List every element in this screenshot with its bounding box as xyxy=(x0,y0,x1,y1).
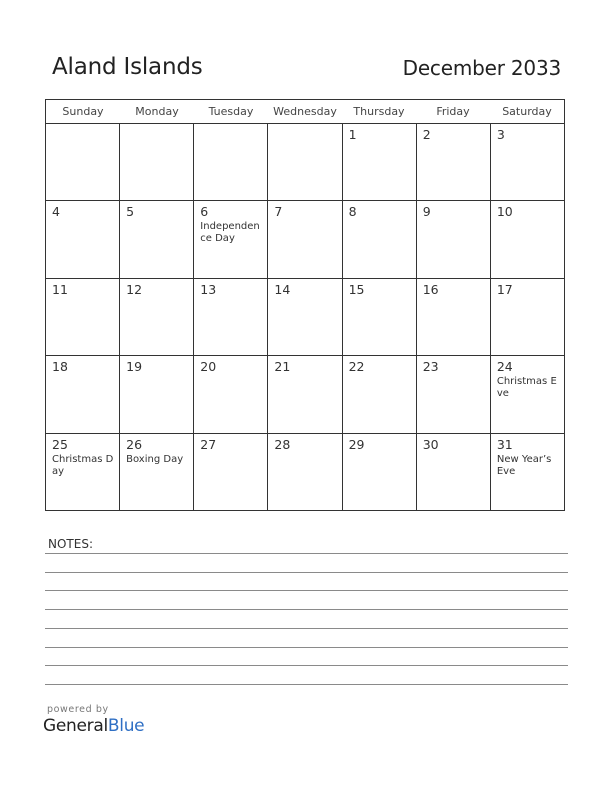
day-number: 16 xyxy=(422,281,439,297)
weekday-header-row xyxy=(46,100,564,124)
day-cell xyxy=(46,201,120,277)
notes-line xyxy=(45,665,568,666)
day-cell xyxy=(46,124,120,200)
day-number: 5 xyxy=(126,204,135,220)
day-number: 27 xyxy=(200,436,217,452)
day-cell xyxy=(491,279,564,355)
day-cell xyxy=(491,201,564,277)
day-number: 10 xyxy=(496,204,513,220)
week-row xyxy=(46,279,564,356)
month-title: December 2033 xyxy=(402,56,561,80)
day-cell xyxy=(120,356,194,432)
day-cell xyxy=(120,124,194,200)
weekday-friday: Friday xyxy=(436,105,470,118)
holiday-label: Boxing Day xyxy=(126,453,184,465)
week-row xyxy=(46,124,564,201)
day-number: 23 xyxy=(422,359,439,375)
weekday-thursday: Thursday xyxy=(353,105,405,118)
day-number: 20 xyxy=(200,359,217,375)
day-number: 31 xyxy=(496,436,513,452)
day-cell xyxy=(343,124,417,200)
day-cell xyxy=(46,434,120,511)
day-cell xyxy=(491,356,564,432)
brand-part-blue: Blue xyxy=(107,716,145,736)
weekday-sunday: Sunday xyxy=(62,105,104,118)
day-cell xyxy=(343,356,417,432)
day-cell xyxy=(417,124,491,200)
calendar-grid xyxy=(45,99,565,511)
day-cell xyxy=(343,434,417,511)
day-number: 14 xyxy=(274,281,291,297)
notes-line xyxy=(45,609,568,610)
day-cell xyxy=(46,356,120,432)
day-cell xyxy=(268,124,342,200)
holiday-label: Christmas Day xyxy=(52,453,114,477)
day-cell xyxy=(46,279,120,355)
day-number: 7 xyxy=(274,204,283,220)
day-cell xyxy=(268,279,342,355)
day-cell xyxy=(491,124,564,200)
day-number: 29 xyxy=(348,436,365,452)
weekday-saturday: Saturday xyxy=(502,105,552,118)
day-cell xyxy=(194,434,268,511)
generalblue-logo xyxy=(43,716,144,736)
notes-line xyxy=(45,647,568,648)
day-number: 18 xyxy=(52,359,68,375)
day-number: 17 xyxy=(496,281,513,297)
day-number: 4 xyxy=(52,204,60,220)
day-number: 9 xyxy=(422,204,431,220)
day-cell xyxy=(194,279,268,355)
notes-line xyxy=(45,553,568,554)
day-number: 22 xyxy=(348,359,365,375)
powered-by-text: powered by xyxy=(47,704,109,715)
notes-label: NOTES: xyxy=(48,537,93,551)
day-number: 24 xyxy=(496,359,513,375)
day-cell xyxy=(268,434,342,511)
day-cell xyxy=(491,434,564,511)
day-number: 15 xyxy=(348,281,365,297)
day-number: 21 xyxy=(274,359,291,375)
week-row xyxy=(46,356,564,433)
day-cell xyxy=(120,279,194,355)
day-number: 12 xyxy=(126,281,143,297)
notes-line xyxy=(45,590,568,591)
day-cell xyxy=(417,434,491,511)
day-number: 11 xyxy=(52,281,68,297)
country-title: Aland Islands xyxy=(52,54,203,80)
day-number: 30 xyxy=(422,436,439,452)
day-cell xyxy=(194,124,268,200)
week-row xyxy=(46,434,564,511)
day-number: 25 xyxy=(52,436,68,452)
weekday-tuesday: Tuesday xyxy=(208,105,254,118)
notes-line xyxy=(45,684,568,685)
notes-line xyxy=(45,628,568,629)
day-cell xyxy=(194,201,268,277)
day-number: 1 xyxy=(348,127,357,142)
day-number: 3 xyxy=(496,127,505,142)
day-cell xyxy=(120,201,194,277)
holiday-label: Christmas Eve xyxy=(496,376,557,400)
day-cell xyxy=(417,201,491,277)
holiday-label: Independence Day xyxy=(200,221,260,245)
day-number: 19 xyxy=(126,359,143,375)
day-cell xyxy=(417,356,491,432)
day-cell xyxy=(268,201,342,277)
brand-part-general: General xyxy=(43,716,108,736)
day-cell xyxy=(417,279,491,355)
weekday-monday: Monday xyxy=(135,105,179,118)
day-number: 8 xyxy=(348,204,357,220)
day-number: 28 xyxy=(274,436,291,452)
day-cell xyxy=(268,356,342,432)
day-number: 6 xyxy=(200,204,209,220)
week-row xyxy=(46,201,564,278)
day-number: 26 xyxy=(126,436,143,452)
day-cell xyxy=(194,356,268,432)
weekday-wednesday: Wednesday xyxy=(273,105,337,118)
day-cell xyxy=(120,434,194,511)
day-cell xyxy=(343,201,417,277)
notes-line xyxy=(45,572,568,573)
day-cell xyxy=(343,279,417,355)
day-number: 13 xyxy=(200,281,217,297)
holiday-label: New Year’s Eve xyxy=(496,453,552,477)
day-number: 2 xyxy=(422,127,431,142)
